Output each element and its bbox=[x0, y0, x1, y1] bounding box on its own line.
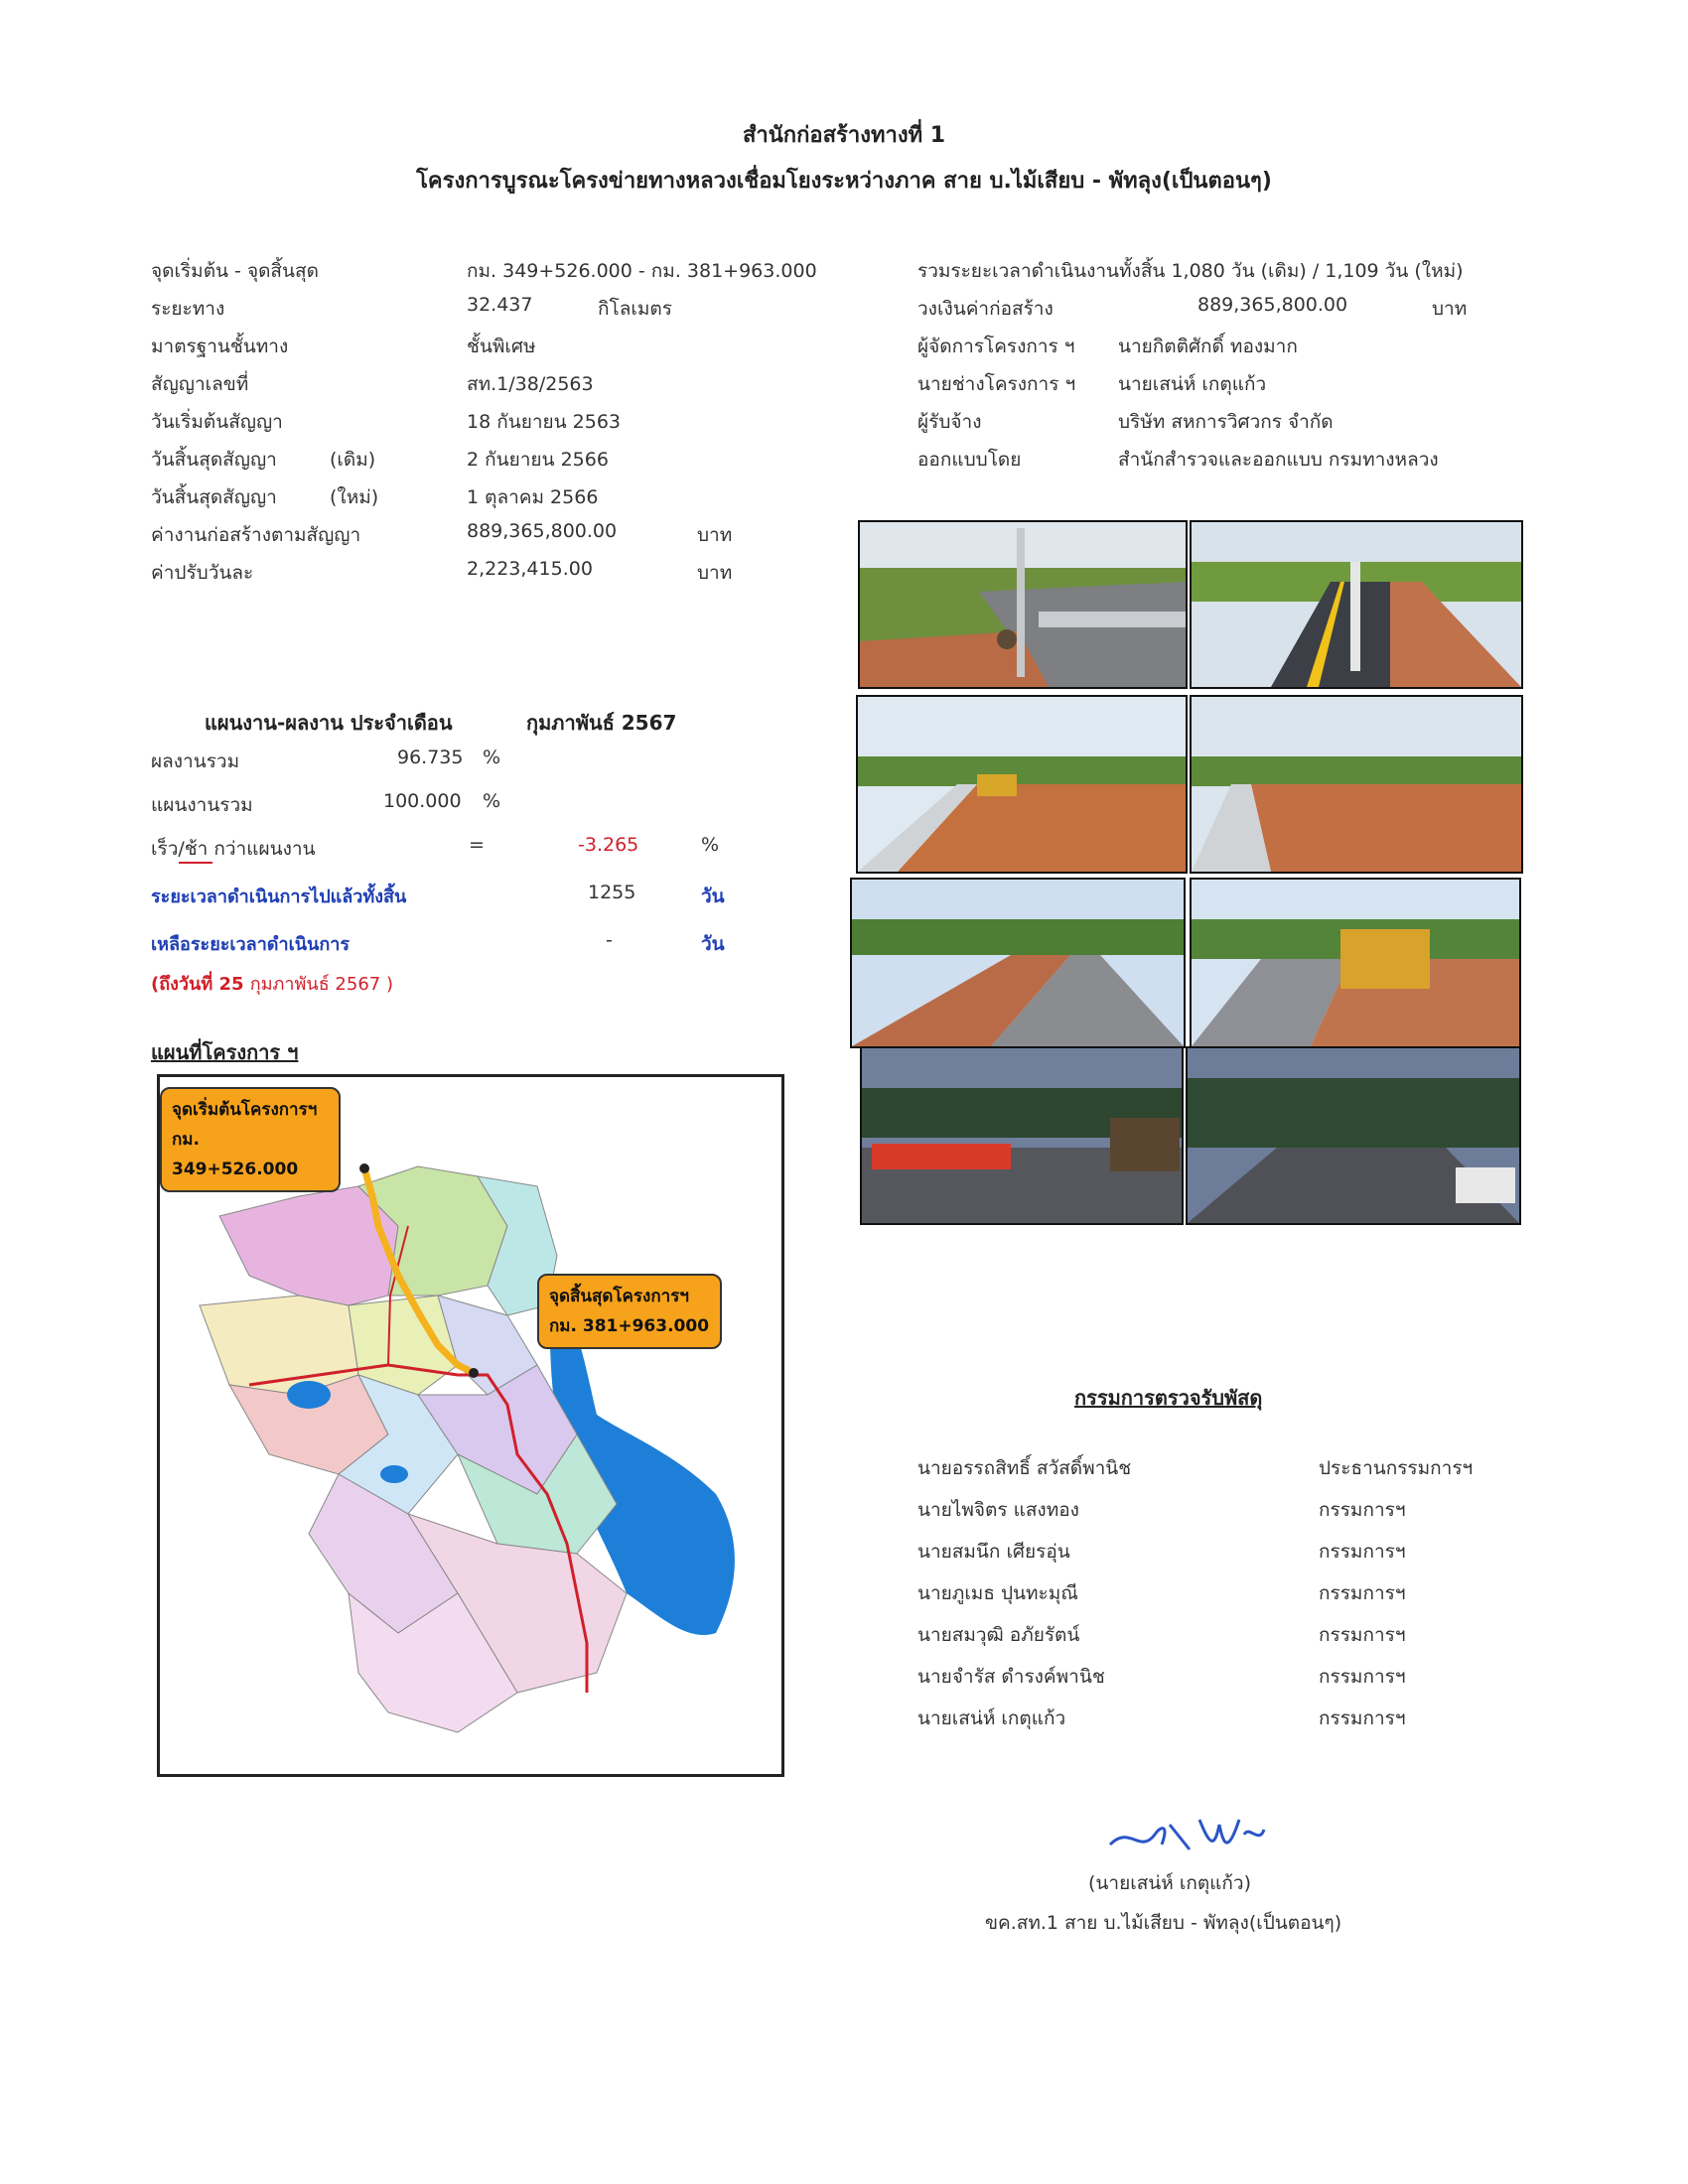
diff-label: เร็ว/ช้า กว่าแผนงาน bbox=[151, 838, 316, 860]
info-label: จุดเริ่มต้น - จุดสิ้นสุด bbox=[151, 260, 319, 282]
office-title: สำนักก่อสร้างทางที่ 1 bbox=[742, 123, 946, 148]
remaining-label: เหลือระยะเวลาดำเนินการ bbox=[151, 934, 351, 955]
info-value: ชั้นพิเศษ bbox=[467, 336, 536, 357]
info-value: 32.437 bbox=[467, 294, 533, 316]
info-label: สัญญาเลขที่ bbox=[151, 373, 249, 395]
info-label: ผู้รับจ้าง bbox=[917, 411, 982, 433]
info-unit: บาท bbox=[697, 524, 733, 546]
info-value: นายเสน่ห์ เกตุแก้ว bbox=[1118, 373, 1267, 395]
start-label: จุดเริ่มต้นโครงการฯ bbox=[172, 1100, 318, 1120]
signatory-position: ขค.สท.1 สาย บ.ไม้เสียบ - พัทลุง(เป็นตอนๆ) bbox=[985, 1912, 1342, 1934]
member-role: กรรมการฯ bbox=[1319, 1707, 1406, 1729]
construction-photo bbox=[1190, 520, 1523, 689]
as-of-prefix: (ถึงวันที่ 25 bbox=[151, 974, 244, 995]
info-unit: บาท bbox=[697, 562, 733, 584]
plan-value: 100.000 bbox=[383, 790, 462, 812]
construction-photo bbox=[1186, 1046, 1521, 1225]
end-point-marker bbox=[469, 1368, 479, 1378]
start-callout bbox=[160, 1087, 341, 1192]
construction-photo bbox=[860, 1046, 1184, 1225]
elapsed-value: 1255 bbox=[588, 882, 636, 903]
plan-label: แผนงานรวม bbox=[151, 794, 253, 816]
member-name: นายสมวุฒิ อภัยรัตน์ bbox=[917, 1624, 1080, 1646]
start-km: กม. 349+526.000 bbox=[172, 1130, 299, 1179]
info-label: ระยะทาง bbox=[151, 298, 225, 320]
construction-photo bbox=[858, 520, 1188, 689]
member-name: นายเสน่ห์ เกตุแก้ว bbox=[917, 1707, 1066, 1729]
info-value: สท.1/38/2563 bbox=[467, 373, 594, 395]
construction-photo bbox=[1190, 695, 1523, 874]
equals-sign: = bbox=[469, 834, 485, 856]
info-value: นายกิตติศักดิ์ ทองมาก bbox=[1118, 336, 1298, 357]
member-name: นายไพจิตร แสงทอง bbox=[917, 1499, 1079, 1521]
info-tag: (เดิม) bbox=[330, 449, 376, 471]
info-label: ออกแบบโดย bbox=[917, 449, 1022, 471]
project-map bbox=[157, 1074, 784, 1777]
info-unit: บาท bbox=[1432, 298, 1468, 320]
duration-text: รวมระยะเวลาดำเนินงานทั้งสิ้น 1,080 วัน (เดิม) / 1,109 วัน (ใหม่) bbox=[917, 260, 1464, 282]
construction-photo bbox=[1190, 878, 1521, 1048]
committee-heading: กรรมการตรวจรับพัสดุ bbox=[1074, 1386, 1263, 1410]
start-point-marker bbox=[359, 1163, 369, 1173]
info-label: ค่าปรับวันละ bbox=[151, 562, 254, 584]
percent-sign: % bbox=[483, 747, 501, 768]
info-tag: (ใหม่) bbox=[330, 486, 379, 508]
info-label: ผู้จัดการโครงการ ฯ bbox=[917, 336, 1075, 357]
reservoir-shape bbox=[380, 1465, 408, 1483]
info-label: วันสิ้นสุดสัญญา bbox=[151, 449, 277, 471]
info-label: นายช่างโครงการ ฯ bbox=[917, 373, 1076, 395]
day-unit: วัน bbox=[701, 886, 725, 907]
project-title: โครงการบูรณะโครงข่ายทางหลวงเชื่อมโยงระหว่างภาค สาย บ.ไม้เสียบ - พัทลุง(เป็นตอนๆ) bbox=[416, 169, 1272, 194]
percent-sign: % bbox=[483, 790, 501, 812]
map-heading: แผนที่โครงการ ฯ bbox=[151, 1040, 299, 1064]
member-role: กรรมการฯ bbox=[1319, 1582, 1406, 1604]
progress-month: กุมภาพันธ์ 2567 bbox=[526, 711, 677, 735]
member-role: กรรมการฯ bbox=[1319, 1541, 1406, 1563]
info-value: 1 ตุลาคม 2566 bbox=[467, 486, 599, 508]
info-label: ค่างานก่อสร้างตามสัญญา bbox=[151, 524, 361, 546]
diff-value: -3.265 bbox=[578, 834, 639, 856]
as-of-date bbox=[151, 969, 393, 998]
signatory-name: (นายเสน่ห์ เกตุแก้ว) bbox=[1088, 1872, 1252, 1894]
info-label: มาตรฐานชั้นทาง bbox=[151, 336, 289, 357]
info-value: กม. 349+526.000 - กม. 381+963.000 bbox=[467, 260, 817, 282]
info-label: วันสิ้นสุดสัญญา bbox=[151, 486, 277, 508]
info-label: วันเริ่มต้นสัญญา bbox=[151, 411, 283, 433]
day-unit: วัน bbox=[701, 933, 725, 955]
member-name: นายภูเมธ ปุนทะมุณี bbox=[917, 1582, 1078, 1604]
info-value: บริษัท สหการวิศวกร จำกัด bbox=[1118, 411, 1334, 433]
info-value: 889,365,800.00 bbox=[1197, 294, 1348, 316]
actual-label: ผลงานรวม bbox=[151, 751, 240, 772]
percent-sign: % bbox=[701, 834, 720, 856]
as-of-month: กุมภาพันธ์ 2567 ) bbox=[249, 974, 393, 995]
diff-underline bbox=[179, 862, 212, 864]
info-unit: กิโลเมตร bbox=[598, 298, 672, 320]
member-name: นายสมนึก เศียรอุ่น bbox=[917, 1541, 1070, 1563]
construction-photo bbox=[856, 695, 1188, 874]
end-callout bbox=[537, 1274, 722, 1349]
end-label: จุดสิ้นสุดโครงการฯ bbox=[549, 1287, 689, 1306]
construction-photo bbox=[850, 878, 1186, 1048]
end-km: กม. 381+963.000 bbox=[549, 1316, 710, 1336]
member-role: กรรมการฯ bbox=[1319, 1666, 1406, 1688]
info-value: สำนักสำรวจและออกแบบ กรมทางหลวง bbox=[1118, 449, 1439, 471]
elapsed-label: ระยะเวลาดำเนินการไปแล้วทั้งสิ้น bbox=[151, 887, 407, 907]
member-role: กรรมการฯ bbox=[1319, 1624, 1406, 1646]
handwritten-signature bbox=[1100, 1805, 1269, 1864]
member-role: กรรมการฯ bbox=[1319, 1499, 1406, 1521]
info-value: 18 กันยายน 2563 bbox=[467, 411, 622, 433]
member-name: นายอรรถสิทธิ์ สวัสดิ์พานิช bbox=[917, 1457, 1132, 1479]
reservoir-shape bbox=[287, 1381, 331, 1409]
progress-heading: แผนงาน-ผลงาน ประจำเดือน bbox=[205, 711, 453, 735]
info-value: 2,223,415.00 bbox=[467, 558, 593, 580]
info-value: 2 กันยายน 2566 bbox=[467, 449, 609, 471]
member-role: ประธานกรรมการฯ bbox=[1319, 1457, 1474, 1479]
info-label: วงเงินค่าก่อสร้าง bbox=[917, 298, 1054, 320]
remaining-value: - bbox=[606, 929, 613, 951]
info-value: 889,365,800.00 bbox=[467, 520, 618, 542]
actual-value: 96.735 bbox=[397, 747, 464, 768]
member-name: นายจำรัส ดำรงค์พานิช bbox=[917, 1666, 1105, 1688]
